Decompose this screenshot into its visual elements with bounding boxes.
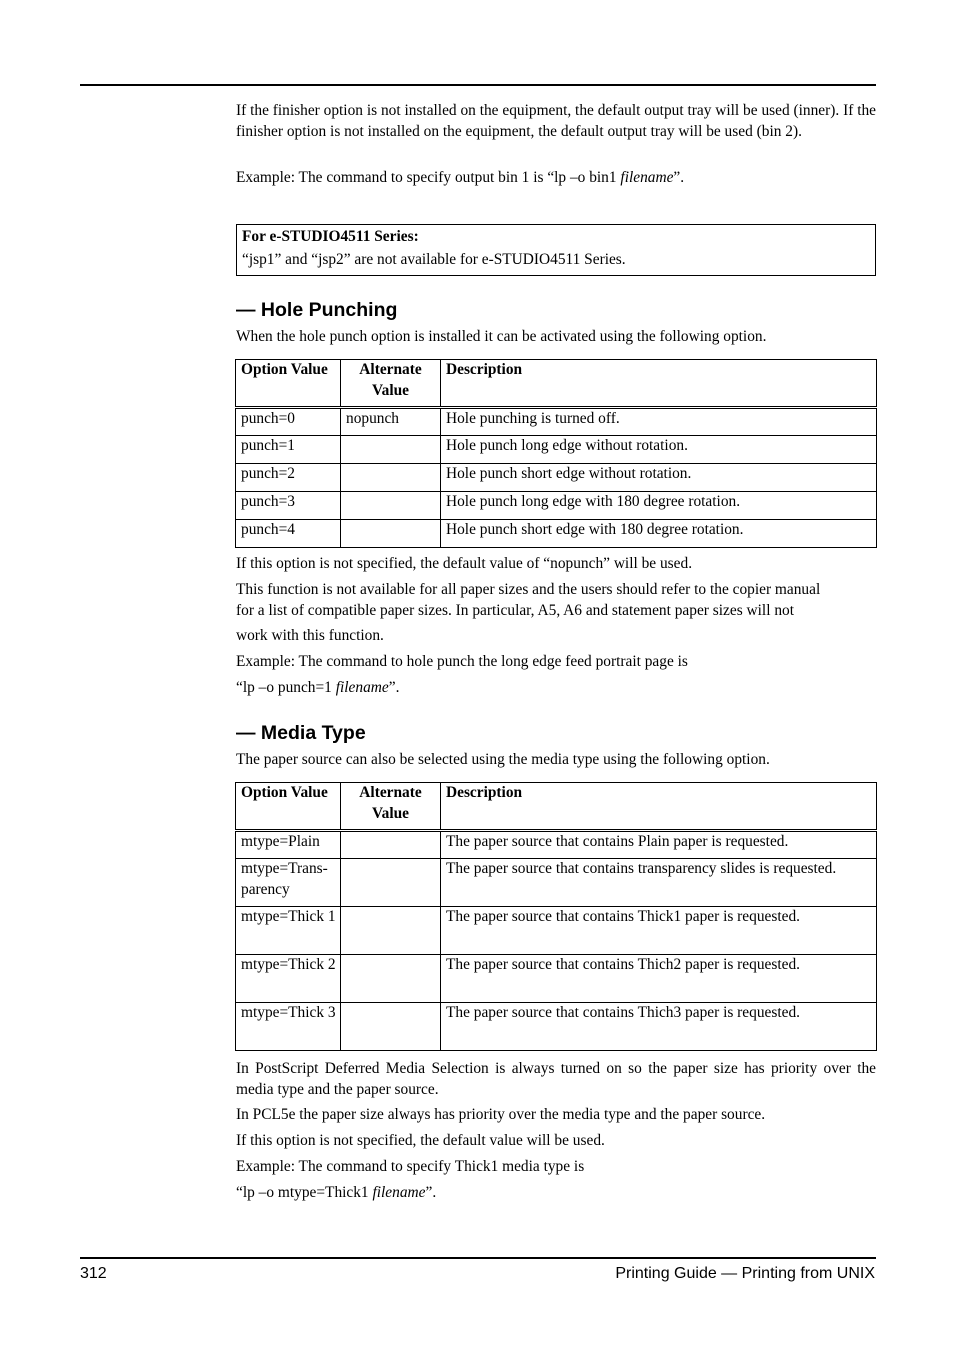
command-suffix: ”.	[425, 1184, 437, 1201]
media-type-intro: The paper source can also be selected using the media type using the following option.	[236, 751, 770, 768]
nopunch-default-text: If this option is not specified, the default value of “nopunch” will be used.	[236, 555, 693, 572]
command-text: “lp –o punch=1	[236, 679, 336, 696]
series-note-box	[236, 224, 876, 276]
table-row	[236, 831, 877, 859]
option-cell: punch=1	[236, 436, 341, 464]
alternate-cell	[341, 831, 441, 859]
paper-size-note-line3: work with this function.	[236, 627, 384, 644]
alternate-cell	[341, 955, 441, 1003]
footer-rule	[80, 1257, 876, 1259]
punch-example-command	[236, 678, 876, 699]
table-row	[236, 520, 877, 548]
mtype-default-text: If this option is not specified, the default value will be used.	[236, 1132, 605, 1149]
footer-title: Printing Guide — Printing from UNIX	[615, 1265, 875, 1282]
option-cell: punch=2	[236, 464, 341, 492]
option-cell: mtype=Plain	[236, 831, 341, 859]
header-description: Description	[441, 783, 877, 831]
header-alternate-value: Alternate Value	[341, 360, 441, 408]
example-suffix: ”.	[673, 169, 685, 186]
option-cell: mtype=Trans-parency	[236, 859, 341, 907]
header-option-value: Option Value	[236, 360, 341, 408]
paper-size-note-line1: This function is not available for all paper sizes and the users should refer to the copier manual	[236, 581, 821, 598]
alternate-cell: nopunch	[341, 408, 441, 436]
option-cell: punch=3	[236, 492, 341, 520]
description-cell: The paper source that contains Thich2 paper is requested.	[441, 955, 877, 1003]
option-cell: mtype=Thick 3	[236, 1003, 341, 1051]
alternate-cell	[341, 492, 441, 520]
table-row	[236, 436, 877, 464]
header-rule	[80, 84, 876, 86]
alternate-cell	[341, 1003, 441, 1051]
description-cell: Hole punch long edge with 180 degree rotation.	[441, 492, 877, 520]
note-body: “jsp1” and “jsp2” are not available for e-STUDIO4511 Series.	[242, 251, 626, 268]
option-cell: mtype=Thick 1	[236, 907, 341, 955]
description-cell: The paper source that contains Thick1 paper is requested.	[441, 907, 877, 955]
note-title: For e-STUDIO4511 Series:	[242, 228, 419, 245]
description-cell: The paper source that contains Thich3 paper is requested.	[441, 1003, 877, 1051]
command-suffix: ”.	[388, 679, 400, 696]
header-option-value: Option Value	[236, 783, 341, 831]
table-row	[236, 859, 877, 907]
description-cell: Hole punch short edge without rotation.	[441, 464, 877, 492]
media-type-heading: — Media Type	[236, 722, 366, 744]
hole-punching-heading: — Hole Punching	[236, 299, 398, 321]
command-text: “lp –o mtype=Thick1	[236, 1184, 373, 1201]
output-bin-example	[236, 168, 876, 189]
media-type-table	[235, 782, 877, 1051]
punch-example-line1: Example: The command to hole punch the long edge feed portrait page is	[236, 653, 688, 670]
command-filename: filename	[372, 1184, 426, 1201]
table-row	[236, 955, 877, 1003]
alternate-cell	[341, 464, 441, 492]
pcl5e-note: In PCL5e the paper size always has priority over the media type and the paper source.	[236, 1106, 766, 1123]
alternate-cell	[341, 859, 441, 907]
table-row	[236, 907, 877, 955]
table-row	[236, 464, 877, 492]
hole-punch-table	[235, 359, 877, 548]
option-cell: punch=4	[236, 520, 341, 548]
description-cell: The paper source that contains transparency slides is requested.	[441, 859, 877, 907]
table-row	[236, 408, 877, 436]
example-filename: filename	[620, 169, 674, 186]
finisher-paragraph: If the finisher option is not installed on the equipment, the default output tray will be used (inner). If the finisher option is not installed on the equipment, the default output tray will be used (bin 2).	[236, 102, 876, 140]
alternate-cell	[341, 520, 441, 548]
postscript-note: In PostScript Deferred Media Selection is always turned on so the paper size has priority over the media type and the paper source.	[236, 1060, 876, 1098]
command-filename: filename	[335, 679, 389, 696]
table-row	[236, 1003, 877, 1051]
paper-size-note-line2: for a list of compatible paper sizes. In particular, A5, A6 and statement paper sizes will not	[236, 602, 794, 619]
mtype-example-line1: Example: The command to specify Thick1 media type is	[236, 1158, 585, 1175]
description-cell: Hole punching is turned off.	[441, 408, 877, 436]
header-alternate-value: Alternate Value	[341, 783, 441, 831]
hole-punching-intro: When the hole punch option is installed it can be activated using the following option.	[236, 328, 767, 345]
example-text: Example: The command to specify output bin 1 is “lp –o bin1	[236, 169, 621, 186]
table-row	[236, 492, 877, 520]
option-cell: punch=0	[236, 408, 341, 436]
mtype-example-command	[236, 1183, 876, 1204]
description-cell: The paper source that contains Plain paper is requested.	[441, 831, 877, 859]
alternate-cell	[341, 436, 441, 464]
alternate-cell	[341, 907, 441, 955]
header-description: Description	[441, 360, 877, 408]
option-cell: mtype=Thick 2	[236, 955, 341, 1003]
description-cell: Hole punch long edge without rotation.	[441, 436, 877, 464]
page-number: 312	[80, 1265, 107, 1282]
description-cell: Hole punch short edge with 180 degree rotation.	[441, 520, 877, 548]
